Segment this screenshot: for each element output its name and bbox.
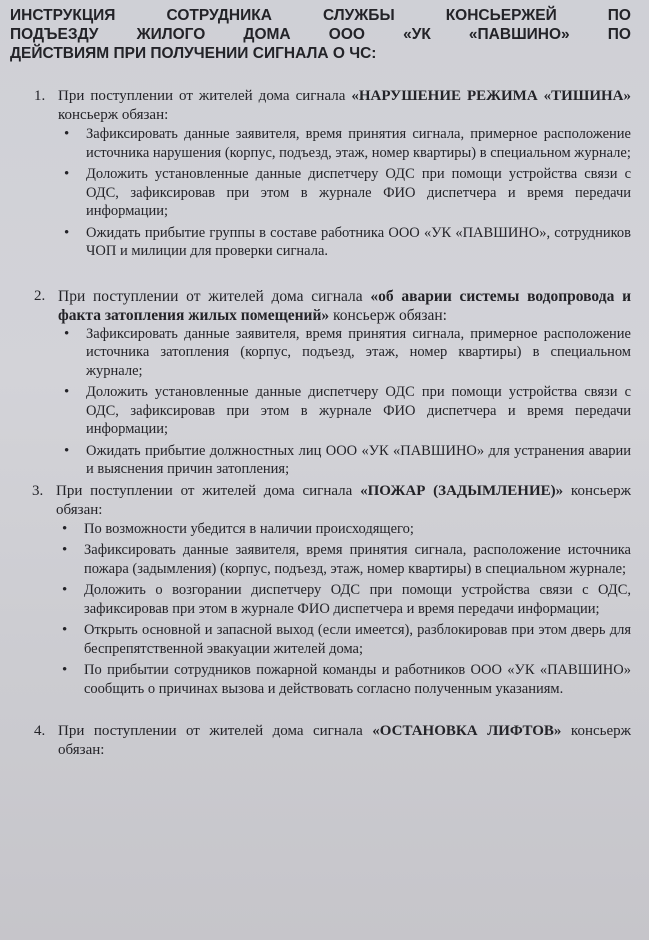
section-number: 4. bbox=[34, 723, 46, 739]
intro-text-end: консьерж обязан: bbox=[58, 723, 631, 758]
section-intro bbox=[58, 287, 631, 325]
intro-text-end: консьерж обязан: bbox=[58, 107, 169, 123]
intro-text: При поступлении от жителей дома сигнала bbox=[58, 723, 373, 739]
list-item: • Доложить установленные данные диспетчеру ОДС при помощи устройства связи с ОДС, зафиксировав при этом в журнале ФИО диспетчера и время передачи информации; bbox=[86, 383, 631, 439]
list-item: • По возможности убедится в наличии происходящего; bbox=[84, 520, 631, 539]
section-intro bbox=[56, 482, 631, 520]
list-item: • Доложить о возгорании диспетчеру ОДС при помощи устройства связи с ОДС, зафиксировав при этом в журнале ФИО диспетчера и время передачи информации; bbox=[84, 581, 631, 618]
intro-text: При поступлении от жителей дома сигнала bbox=[56, 482, 361, 499]
document-title bbox=[10, 6, 631, 63]
section-intro bbox=[58, 87, 631, 125]
title-line-1: ИНСТРУКЦИЯ СОТРУДНИКА СЛУЖБЫ КОНСЬЕРЖЕЙ ПО bbox=[10, 7, 631, 24]
list-item: • Ожидать прибытие должностных лиц ООО «УК «ПАВШИНО» для устранения аварии и выяснения причин затопления; bbox=[86, 442, 631, 479]
duty-list bbox=[58, 325, 631, 479]
intro-text-end: консьерж обязан: bbox=[56, 482, 631, 518]
section-intro bbox=[58, 722, 631, 760]
section-number: 1. bbox=[34, 88, 46, 104]
section-2 bbox=[8, 287, 631, 479]
list-item: • Ожидать прибытие группы в составе работника ООО «УК «ПАВШИНО», сотрудников ЧОП и милиции для проверки сигнала. bbox=[86, 224, 631, 261]
section-number: 2. bbox=[34, 287, 46, 304]
instruction-list bbox=[8, 87, 631, 760]
list-item: • Доложить установленные данные диспетчеру ОДС при помощи устройства связи с ОДС, зафиксировав при этом в журнале ФИО диспетчера и время передачи информации; bbox=[86, 165, 631, 221]
list-item: • Открыть основной и запасной выход (если имеется), разблокировав при этом дверь для беспрепятственной эвакуации жителей дома; bbox=[84, 621, 631, 658]
duty-list bbox=[58, 125, 631, 261]
title-line-3: ДЕЙСТВИЯМ ПРИ ПОЛУЧЕНИИ СИГНАЛА О ЧС: bbox=[10, 45, 377, 62]
duty-list bbox=[56, 520, 631, 699]
list-item: • Зафиксировать данные заявителя, время принятия сигнала, расположение источника пожара (задымления) (корпус, подъезд, этаж, номер квартиры) в специальном журнале; bbox=[84, 541, 631, 578]
section-1 bbox=[8, 87, 631, 261]
list-item: • Зафиксировать данные заявителя, время принятия сигнала, примерное расположение источника нарушения (корпус, подъезд, этаж, номер квартиры) в специальном журнале; bbox=[86, 125, 631, 162]
intro-text-end: консьерж обязан: bbox=[329, 306, 447, 324]
section-4 bbox=[8, 722, 631, 760]
signal-name: «об аварии системы водопровода и факта затопления жилых помещений» bbox=[58, 287, 631, 324]
signal-name: «ПОЖАР (ЗАДЫМЛЕНИЕ)» bbox=[360, 482, 564, 499]
list-item: • Зафиксировать данные заявителя, время принятия сигнала, примерное расположение источника затопления (корпус, подъезд, этаж, номер квартиры) в специальном журнале; bbox=[86, 325, 631, 381]
signal-name: «ОСТАНОВКА ЛИФТОВ» bbox=[372, 723, 562, 739]
section-3 bbox=[8, 482, 631, 699]
list-item: • По прибытии сотрудников пожарной команды и работников ООО «УК «ПАВШИНО» сообщить о причинах вызова и действовать согласно полученным указаниям. bbox=[84, 661, 631, 698]
intro-text: При поступлении от жителей дома сигнала bbox=[58, 287, 371, 305]
signal-name: «НАРУШЕНИЕ РЕЖИМА «ТИШИНА» bbox=[351, 88, 631, 104]
intro-text: При поступлении от жителей дома сигнала bbox=[58, 88, 352, 104]
title-line-2: ПОДЪЕЗДУ ЖИЛОГО ДОМА ООО «УК «ПАВШИНО» ПО bbox=[10, 26, 631, 43]
section-number: 3. bbox=[32, 482, 44, 499]
